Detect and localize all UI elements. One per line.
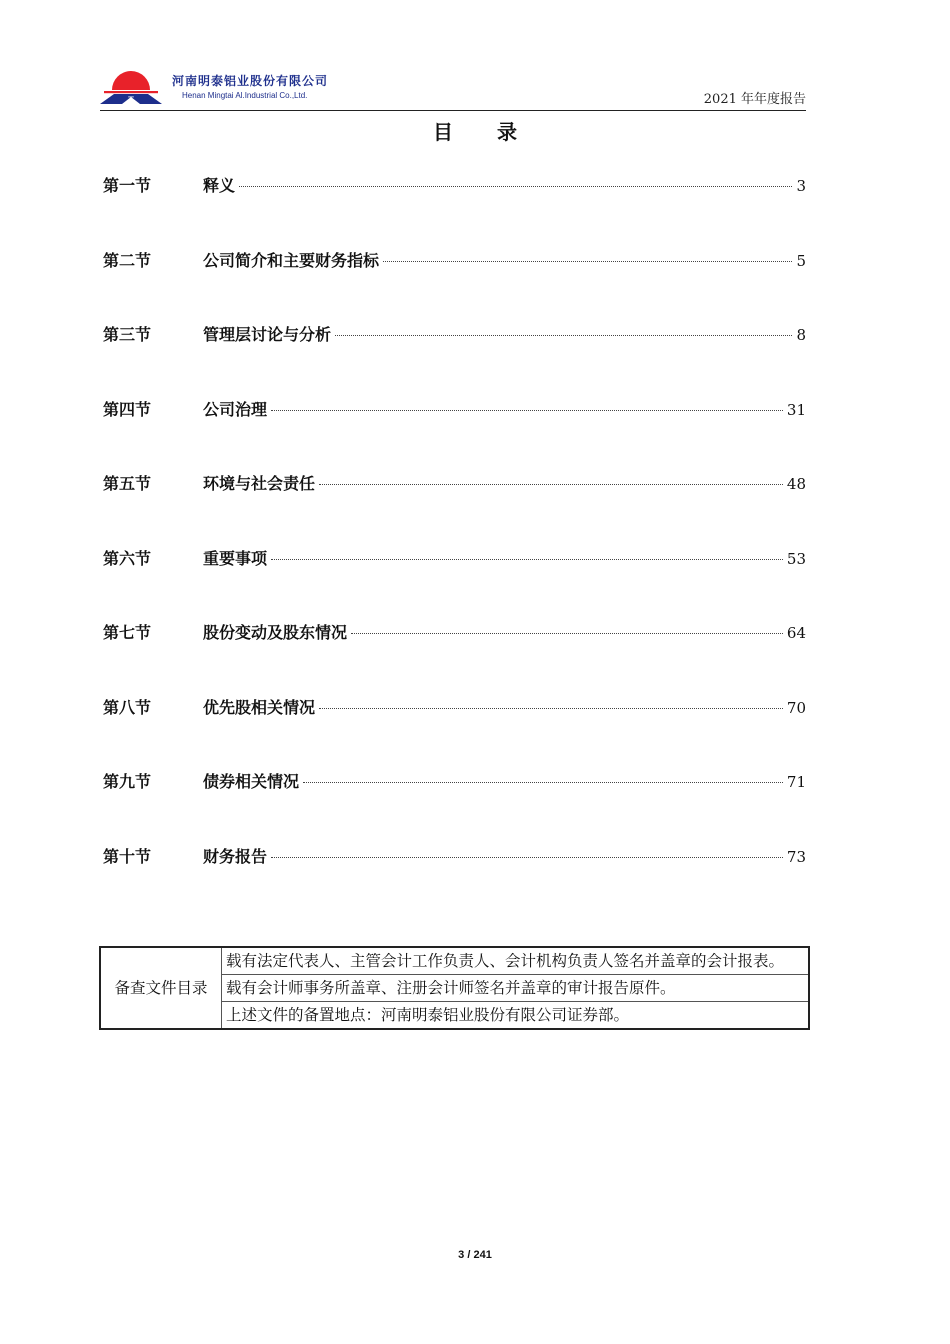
toc-section-title: 优先股相关情况: [203, 697, 316, 717]
toc-page-number: 8: [796, 326, 806, 344]
toc-leader-dots: [335, 335, 792, 336]
toc-entry[interactable]: [103, 173, 806, 248]
toc-leader-dots: [319, 708, 783, 709]
toc-section-number: 第五节: [103, 474, 152, 493]
reference-item: 载有法定代表人、主管会计工作负责人、会计机构负责人签名并盖章的会计报表。: [222, 947, 810, 975]
toc-title: 目录: [433, 120, 561, 144]
toc-section-title: 公司治理: [203, 399, 268, 419]
reference-label: 备查文件目录: [100, 947, 222, 1029]
toc-entry[interactable]: [103, 471, 806, 546]
toc-section-number: 第九节: [103, 772, 152, 791]
toc-page-number: 73: [786, 847, 806, 866]
toc-leader-dots: [271, 559, 783, 560]
reference-item: 上述文件的备置地点：河南明泰铝业股份有限公司证券部。: [222, 1002, 810, 1030]
toc-entry[interactable]: [103, 844, 806, 919]
toc-leader-dots: [383, 261, 792, 262]
company-name: [172, 72, 328, 100]
toc-page-number: 53: [786, 549, 806, 568]
toc-entry[interactable]: [103, 695, 806, 770]
toc-section-title: 释义: [203, 176, 236, 195]
company-logo: [100, 68, 162, 106]
toc-entry[interactable]: [103, 248, 806, 323]
toc-page-number: 70: [786, 698, 806, 717]
toc-section-title: 环境与社会责任: [203, 474, 316, 493]
toc-section-number: 第八节: [103, 697, 152, 717]
toc-section-title: 股份变动及股东情况: [203, 623, 348, 642]
reference-row: [100, 947, 809, 975]
toc-entry[interactable]: [103, 322, 806, 397]
table-of-contents: [103, 173, 806, 918]
toc-leader-dots: [271, 410, 783, 411]
toc-section-title: 管理层讨论与分析: [203, 325, 332, 344]
toc-page-number: 71: [786, 773, 806, 791]
toc-page-number: 48: [786, 475, 806, 493]
toc-entry[interactable]: [103, 620, 806, 695]
toc-section-number: 第十节: [103, 846, 152, 866]
toc-entry[interactable]: [103, 546, 806, 621]
toc-leader-dots: [239, 186, 792, 187]
toc-section-number: 第四节: [103, 399, 152, 419]
company-name-en: Henan Mingtai Al.Industrial Co.,Ltd.: [182, 91, 308, 100]
toc-leader-dots: [351, 633, 783, 634]
toc-section-number: 第三节: [103, 325, 152, 344]
reference-documents-table: [99, 946, 810, 1030]
toc-page-number: 3: [796, 177, 806, 195]
page-number: 3 / 241: [458, 1249, 492, 1261]
toc-section-number: 第一节: [103, 176, 152, 195]
toc-section-title: 重要事项: [203, 548, 268, 568]
toc-leader-dots: [271, 857, 783, 858]
toc-leader-dots: [303, 782, 783, 783]
toc-entry[interactable]: [103, 397, 806, 472]
toc-section-number: 第二节: [103, 250, 152, 270]
toc-page-number: 64: [786, 624, 806, 642]
toc-section-number: 第六节: [103, 548, 152, 568]
toc-page-number: 5: [796, 251, 806, 270]
toc-section-number: 第七节: [103, 623, 152, 642]
toc-leader-dots: [319, 484, 783, 485]
toc-section-title: 债券相关情况: [203, 772, 300, 791]
toc-page-number: 31: [786, 400, 806, 419]
page-header: [100, 68, 806, 111]
report-title: 2021 年年度报告: [703, 92, 806, 107]
toc-section-title: 财务报告: [203, 846, 268, 866]
svg-text:T: T: [128, 96, 134, 106]
toc-entry[interactable]: [103, 769, 806, 844]
reference-item: 载有会计师事务所盖章、注册会计师签名并盖章的审计报告原件。: [222, 975, 810, 1002]
toc-section-title: 公司简介和主要财务指标: [203, 250, 380, 270]
company-name-cn: 河南明泰铝业股份有限公司: [172, 74, 329, 88]
